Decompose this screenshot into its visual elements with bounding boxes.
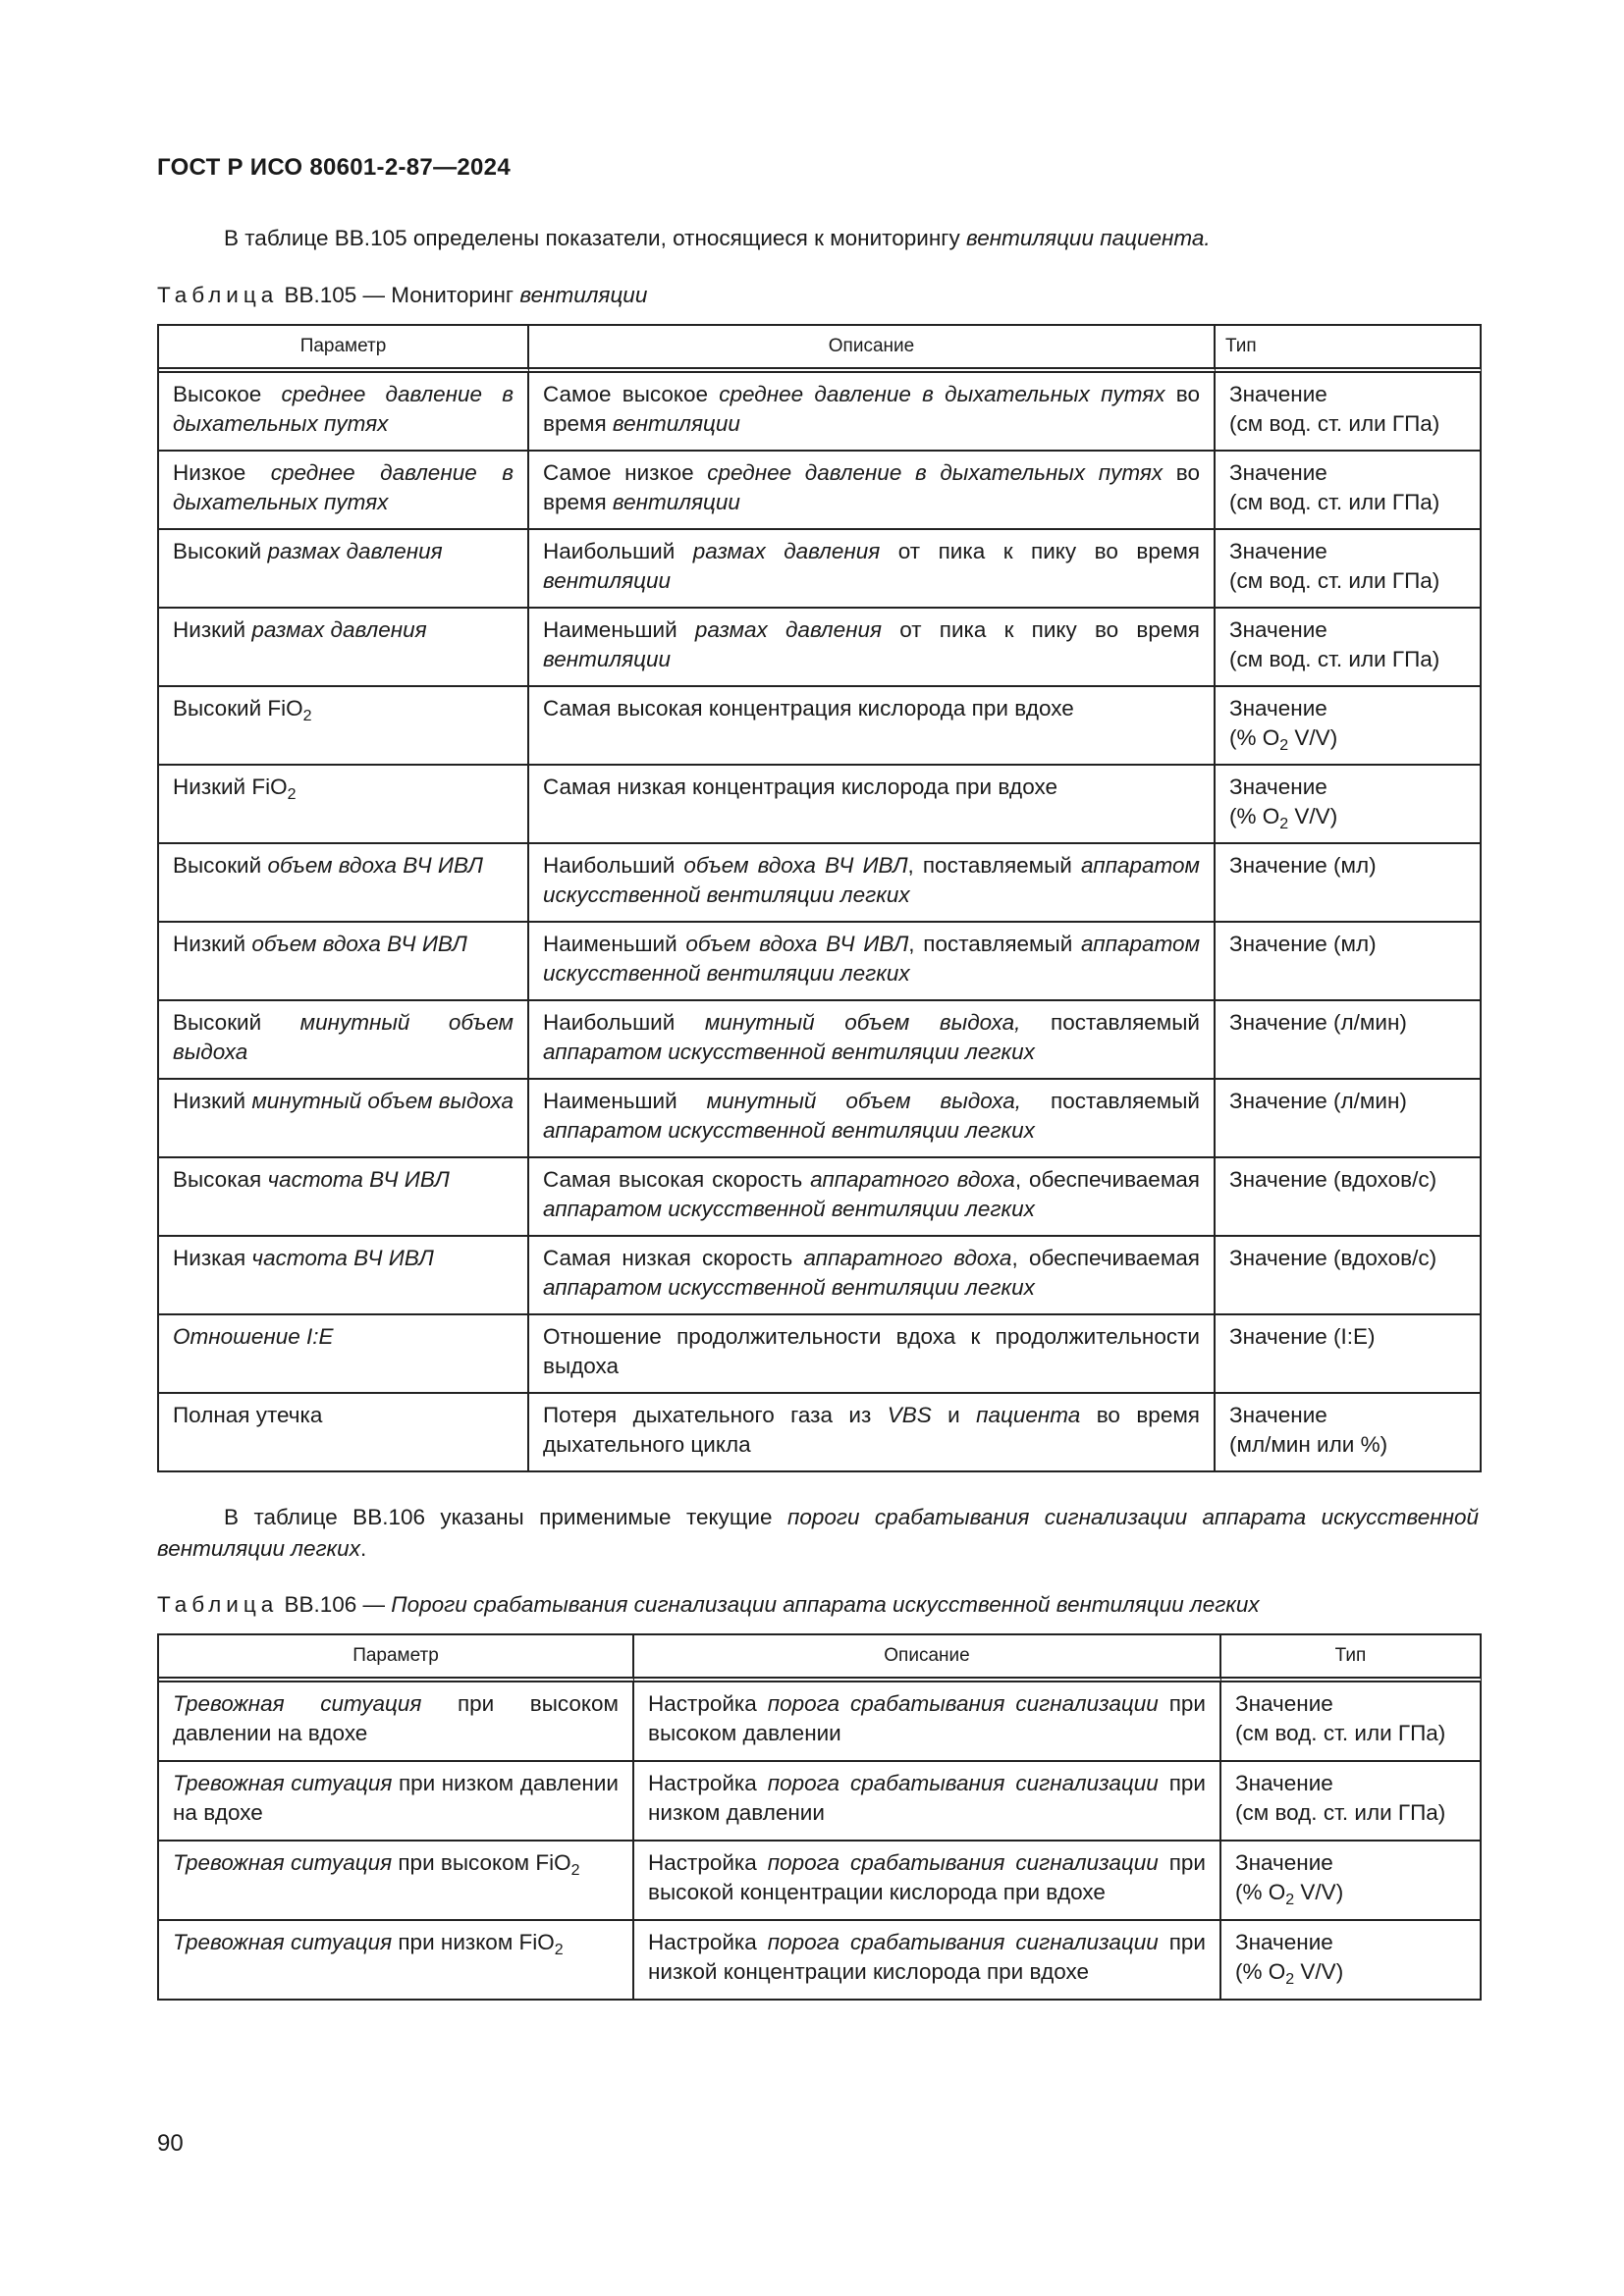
cell-param: Полная утечка xyxy=(159,1394,529,1472)
cell-desc: Наибольший объем вдоха ВЧ ИВЛ, поставляемый аппаратом искусственной вентиляции легких xyxy=(529,844,1216,923)
table-row xyxy=(159,1001,1482,1080)
table-106-caption xyxy=(157,1589,1260,1621)
cell-desc: Наименьший размах давления от пика к пику во время вентиляции xyxy=(529,609,1216,687)
table-106-caption-label: Таблица xyxy=(157,1592,279,1617)
table-row xyxy=(159,687,1482,766)
table-row xyxy=(159,1394,1482,1472)
cell-desc: Наименьший минутный объем выдоха, поставляемый аппаратом искусственной вентиляции легких xyxy=(529,1080,1216,1158)
table-row xyxy=(159,609,1482,687)
table-row xyxy=(159,1315,1482,1394)
cell-type: Значение (см вод. ст. или ГПа) xyxy=(1216,609,1482,687)
cell-desc: Потеря дыхательного газа из VBS и пациента во время дыхательного цикла xyxy=(529,1394,1216,1472)
intro-105-text: В таблице ВВ.105 определены показатели, относящиеся к мониторингу xyxy=(224,226,966,250)
table-105-caption-italic: вентиляции xyxy=(519,283,648,307)
cell-desc: Самая высокая концентрация кислорода при вдохе xyxy=(529,687,1216,766)
cell-param: Тревожная ситуация при низком FiO$_2$ xyxy=(159,1921,634,2001)
cell-desc: Самая высокая скорость аппаратного вдоха, обеспечиваемая аппаратом искусственной вентиляции легких xyxy=(529,1158,1216,1237)
table-row xyxy=(159,1158,1482,1237)
page-number: 90 xyxy=(157,2130,184,2157)
table-row xyxy=(159,1762,1482,1842)
table-row xyxy=(159,1080,1482,1158)
table-row xyxy=(159,530,1482,609)
table-105-caption-label: Таблица xyxy=(157,283,279,307)
cell-param: Отношение I:E xyxy=(159,1315,529,1394)
table-105-caption xyxy=(157,280,647,311)
table-105 xyxy=(157,324,1482,1472)
table-row xyxy=(159,923,1482,1001)
intro-paragraph-105 xyxy=(157,223,1479,254)
cell-param: Высокий минутный объем выдоха xyxy=(159,1001,529,1080)
cell-param: Высокий FiO$_2$ xyxy=(159,687,529,766)
table-106-caption-number: ВВ.106 — xyxy=(278,1592,392,1617)
table-row xyxy=(159,373,1482,452)
table-105-caption-number: ВВ.105 — Мониторинг xyxy=(278,283,520,307)
cell-desc: Настройка порога срабатывания сигнализации при высокой концентрации кислорода при вдохе xyxy=(634,1842,1221,1921)
cell-type: Значение (мл) xyxy=(1216,923,1482,1001)
cell-type: Значение (см вод. ст. или ГПа) xyxy=(1221,1682,1482,1762)
cell-param: Низкий размах давления xyxy=(159,609,529,687)
table-row xyxy=(159,452,1482,530)
intro-106-text: В таблице ВВ.106 указаны применимые текущие xyxy=(224,1505,787,1529)
cell-type: Значение (вдохов/с) xyxy=(1216,1237,1482,1315)
table-row xyxy=(159,844,1482,923)
cell-param: Низкий объем вдоха ВЧ ИВЛ xyxy=(159,923,529,1001)
intro-106-end: . xyxy=(359,1536,367,1561)
cell-param: Высокий размах давления xyxy=(159,530,529,609)
cell-type: Значение (см вод. ст. или ГПа) xyxy=(1216,452,1482,530)
cell-type: Значение (% $O_2$ V/V) xyxy=(1216,766,1482,844)
cell-param: Тревожная ситуация при высоком давлении на вдохе xyxy=(159,1682,634,1762)
intro-105-italic: вентиляции пациента. xyxy=(965,226,1211,250)
page-title: ГОСТ Р ИСО 80601-2-87—2024 xyxy=(157,154,511,181)
cell-param: Высокий объем вдоха ВЧ ИВЛ xyxy=(159,844,529,923)
cell-desc: Настройка порога срабатывания сигнализации при низком давлении xyxy=(634,1762,1221,1842)
cell-type: Значение (см вод. ст. или ГПа) xyxy=(1221,1762,1482,1842)
cell-type: Значение (вдохов/с) xyxy=(1216,1158,1482,1237)
cell-desc: Самое высокое среднее давление в дыхательных путях во время вентиляции xyxy=(529,373,1216,452)
cell-param: Низкий минутный объем выдоха xyxy=(159,1080,529,1158)
cell-param: Низкая частота ВЧ ИВЛ xyxy=(159,1237,529,1315)
cell-desc: Самая низкая концентрация кислорода при вдохе xyxy=(529,766,1216,844)
table-header-row xyxy=(159,1635,1482,1682)
cell-type: Значение (л/мин) xyxy=(1216,1001,1482,1080)
header-param: Параметр xyxy=(159,1635,634,1682)
cell-desc: Наибольший размах давления от пика к пику во время вентиляции xyxy=(529,530,1216,609)
table-row xyxy=(159,1237,1482,1315)
cell-desc: Самая низкая скорость аппаратного вдоха, обеспечиваемая аппаратом искусственной вентиляции легких xyxy=(529,1237,1216,1315)
header-desc: Описание xyxy=(634,1635,1221,1682)
cell-type: Значение (% $O_2$ V/V) xyxy=(1221,1921,1482,2001)
cell-desc: Наименьший объем вдоха ВЧ ИВЛ, поставляемый аппаратом искусственной вентиляции легких xyxy=(529,923,1216,1001)
intro-106-italic: пороги срабатывания сигнализации аппарата искусственной вентиляции легких xyxy=(157,1505,1479,1561)
cell-type: Значение (% $O_2$ V/V) xyxy=(1221,1842,1482,1921)
header-desc: Описание xyxy=(529,326,1216,373)
table-row xyxy=(159,1842,1482,1921)
intro-paragraph-106 xyxy=(157,1502,1479,1565)
table-row xyxy=(159,766,1482,844)
table-106 xyxy=(157,1633,1482,2001)
table-header-row xyxy=(159,326,1482,373)
header-type: Тип xyxy=(1216,326,1482,373)
cell-param: Высокая частота ВЧ ИВЛ xyxy=(159,1158,529,1237)
table-106-caption-italic: Пороги срабатывания сигнализации аппарата искусственной вентиляции легких xyxy=(391,1592,1260,1617)
cell-param: Низкий FiO$_2$ xyxy=(159,766,529,844)
header-param: Параметр xyxy=(159,326,529,373)
cell-type: Значение (I:E) xyxy=(1216,1315,1482,1394)
cell-desc: Настройка порога срабатывания сигнализации при высоком давлении xyxy=(634,1682,1221,1762)
cell-param: Тревожная ситуация при низком давлении на вдохе xyxy=(159,1762,634,1842)
table-row xyxy=(159,1682,1482,1762)
cell-type: Значение (см вод. ст. или ГПа) xyxy=(1216,530,1482,609)
cell-type: Значение (мл/мин или %) xyxy=(1216,1394,1482,1472)
cell-desc: Самое низкое среднее давление в дыхательных путях во время вентиляции xyxy=(529,452,1216,530)
cell-type: Значение (л/мин) xyxy=(1216,1080,1482,1158)
header-type: Тип xyxy=(1221,1635,1482,1682)
cell-type: Значение (мл) xyxy=(1216,844,1482,923)
cell-type: Значение (см вод. ст. или ГПа) xyxy=(1216,373,1482,452)
cell-param: Высокое среднее давление в дыхательных путях xyxy=(159,373,529,452)
cell-param: Тревожная ситуация при высоком FiO$_2$ xyxy=(159,1842,634,1921)
cell-param: Низкое среднее давление в дыхательных путях xyxy=(159,452,529,530)
table-row xyxy=(159,1921,1482,2001)
cell-desc: Настройка порога срабатывания сигнализации при низкой концентрации кислорода при вдохе xyxy=(634,1921,1221,2001)
cell-desc: Наибольший минутный объем выдоха, поставляемый аппаратом искусственной вентиляции легких xyxy=(529,1001,1216,1080)
cell-type: Значение (% $O_2$ V/V) xyxy=(1216,687,1482,766)
cell-desc: Отношение продолжительности вдоха к продолжительности выдоха xyxy=(529,1315,1216,1394)
